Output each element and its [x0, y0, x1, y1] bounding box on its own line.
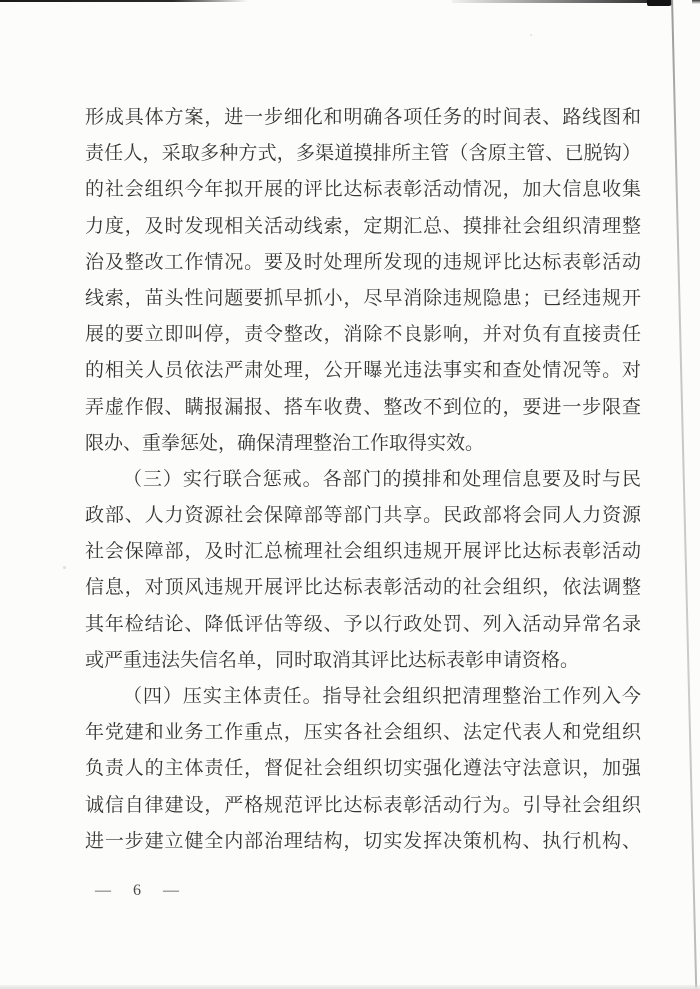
text-line: 信息，对顶风违规开展评比达标表彰活动的社会组织，依法调整: [85, 577, 641, 599]
text-line: 线索，苗头性问题要抓早抓小，尽早消除违规隐患；已经违规开: [85, 287, 641, 309]
text-line: 的相关人员依法严肃处理，公开曝光违法事实和查处情况等。对: [85, 360, 641, 382]
scan-paper-edge-line: [671, 0, 697, 989]
text-line: 展的要立即叫停，责令整改，消除不良影响，并对负有直接责任: [85, 324, 641, 346]
paragraph: [85, 100, 641, 462]
scan-speck: [530, 34, 532, 36]
scan-artifact-top-left-edge: [0, 0, 248, 2]
text-line: （三）实行联合惩戒。各部门的摸排和处理信息要及时与民: [123, 468, 641, 490]
scan-artifact-bottom-edge: [0, 985, 700, 989]
page-number: — 6 —: [95, 882, 180, 899]
text-line: 治及整改工作情况。要及时处理所发现的违规评比达标表彰活动: [85, 251, 641, 273]
document-body: [85, 100, 641, 860]
text-line: 社会保障部，及时汇总梳理社会组织违规开展评比达标表彰活动: [85, 541, 641, 563]
text-line: 进一步建立健全内部治理结构，切实发挥决策机构、执行机构、: [85, 830, 641, 852]
text-line: （四）压实主体责任。指导社会组织把清理整治工作列入今: [123, 686, 641, 707]
scan-artifact-top-blob: [647, 0, 672, 6]
text-line: 责任人，采取多种方式，多渠道摸排所主管（含原主管、已脱钩）: [85, 143, 641, 165]
scan-speck: [63, 566, 66, 569]
paragraph: [85, 679, 641, 860]
text-line: 负责人的主体责任，督促社会组织切实强化遵法守法意识，加强: [85, 758, 641, 780]
text-line: 限办、重拳惩处，确保清理整治工作取得实效。: [85, 432, 485, 454]
text-line: 力度，及时发现相关活动线索，定期汇总、摸排社会组织清理整: [85, 215, 641, 237]
text-line: 弄虚作假、瞒报漏报、搭车收费、整改不到位的，要进一步限查: [85, 396, 641, 418]
text-line: 诚信自律建设，严格规范评比达标表彰活动行为。引导社会组织: [85, 794, 641, 816]
text-line: 年党建和业务工作重点，压实各社会组织、法定代表人和党组织: [85, 722, 641, 744]
text-line: 的社会组织今年拟开展的评比达标表彰活动情况，加大信息收集: [85, 179, 641, 201]
text-line: 政部、人力资源社会保障部等部门共享。民政部将会同人力资源: [85, 505, 641, 527]
text-line: 或严重违法失信名单，同时取消其评比达标表彰申请资格。: [85, 649, 580, 671]
scan-artifact-top-right-edge: [452, 0, 672, 3]
text-line: 其年检结论、降低评估等级、予以行政处罚、列入活动异常名录: [85, 613, 641, 635]
paragraph: [85, 462, 641, 679]
text-line: 形成具体方案，进一步细化和明确各项任务的时间表、路线图和: [85, 107, 641, 128]
scan-artifact-corner-mark: [692, 0, 700, 4]
